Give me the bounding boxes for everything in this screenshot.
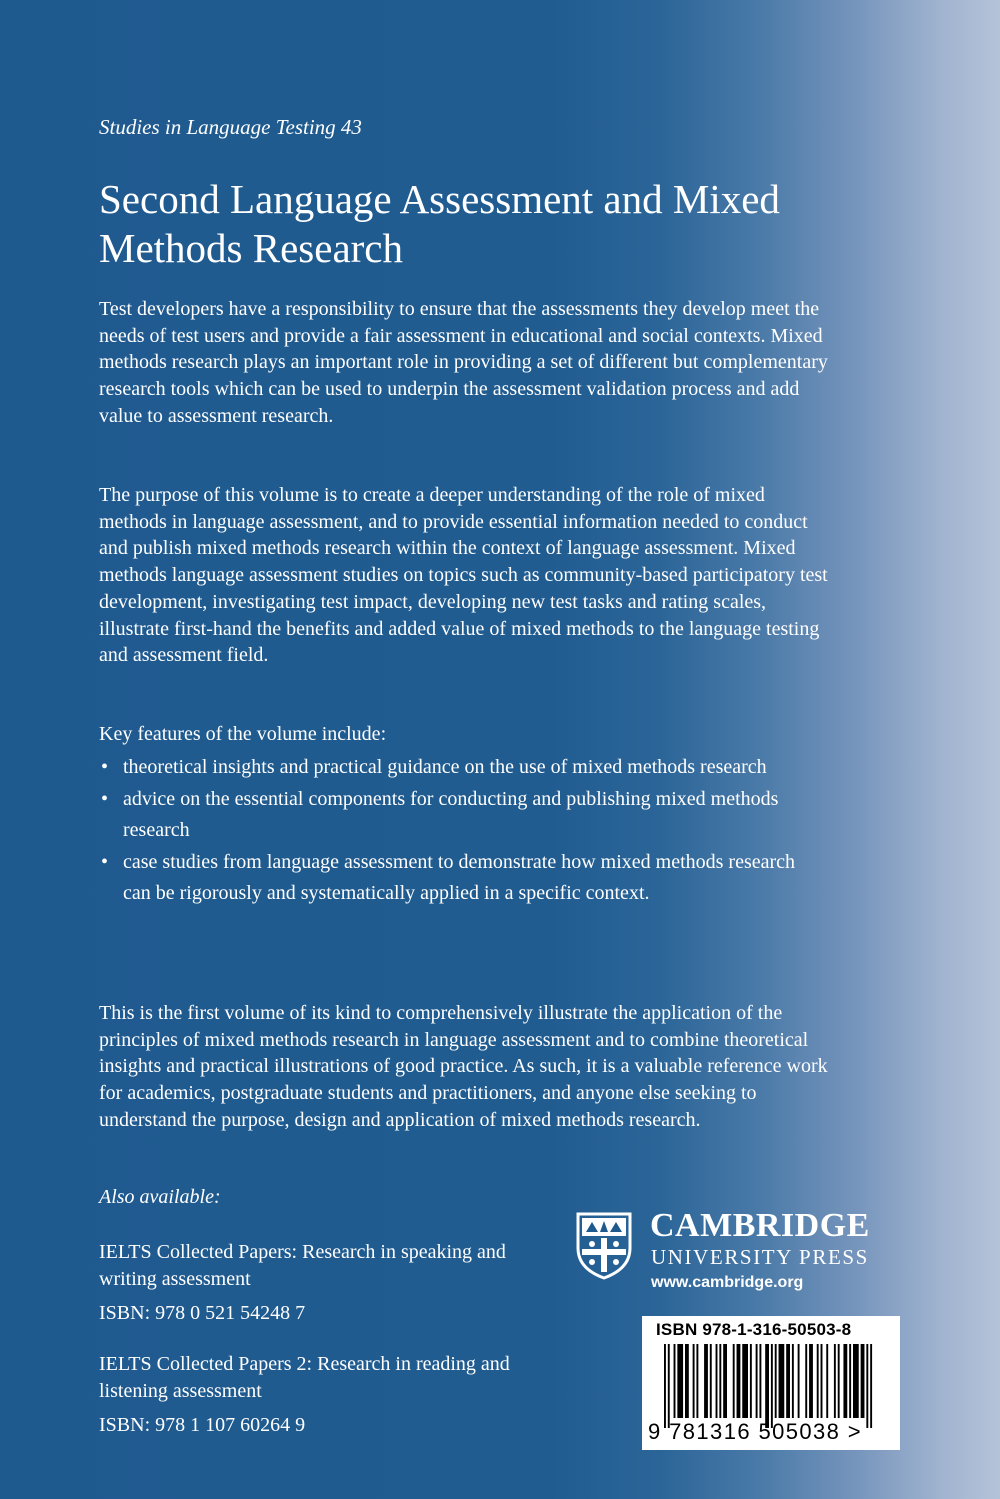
cambridge-crest-icon (574, 1210, 634, 1280)
barcode-bar (685, 1344, 689, 1418)
barcode-bar (809, 1344, 813, 1418)
feature-text: case studies from language assessment to demonstrate how mixed methods research can be rigorously and systematically applied in a specific context. (123, 851, 796, 904)
description-paragraph-2: The purpose of this volume is to create a deeper understanding of the role of mixed methods in language assessment, and to provide essential information needed to conduct and publish mixed methods research within the context of language assessment. Mixed methods language assessment studies on topics such as community-based participatory test development, investigating test impact, developing new test tasks and rating scales, illustrate first-hand the benefits and added value of mixed methods to the language testing and assessment field. (99, 484, 828, 667)
barcode-bar (759, 1344, 761, 1418)
related-title-isbn: ISBN: 978 1 107 60264 9 (99, 1414, 306, 1436)
publisher-url: www.cambridge.org (651, 1274, 804, 1291)
barcode-bar (696, 1344, 698, 1418)
related-title-name: IELTS Collected Papers 2: Research in reading and listening assessment (99, 1353, 510, 1402)
barcode-bar (870, 1344, 872, 1428)
barcode-bar (710, 1344, 712, 1418)
barcode-bars (664, 1344, 874, 1428)
publisher-press: UNIVERSITY PRESS (651, 1245, 869, 1269)
feature-item (99, 784, 799, 846)
bullet-icon: • (101, 851, 109, 873)
barcode-bar (798, 1344, 800, 1418)
barcode-bar (843, 1344, 847, 1418)
feature-text: advice on the essential components for conducting and publishing mixed methods research (123, 788, 779, 841)
barcode-bar (704, 1344, 708, 1418)
barcode-bar (792, 1344, 794, 1418)
barcode-bar (756, 1344, 758, 1418)
barcode (642, 1316, 900, 1450)
book-title: Second Language Assessment and Mixed Methods Research (99, 176, 780, 271)
barcode-bar (716, 1344, 718, 1418)
barcode-bar (733, 1344, 735, 1418)
also-available-heading: Also available: (99, 1186, 221, 1208)
barcode-bar (838, 1344, 840, 1418)
barcode-bar (834, 1344, 836, 1418)
feature-text: theoretical insights and practical guidance on the use of mixed methods research (123, 756, 767, 778)
barcode-bar (677, 1344, 683, 1418)
barcode-bar (771, 1344, 773, 1428)
barcode-bar (861, 1344, 865, 1418)
barcode-bar (723, 1344, 727, 1418)
barcode-bar (674, 1344, 676, 1418)
barcode-bar (668, 1344, 670, 1428)
publisher-logo (574, 1208, 914, 1298)
related-title-isbn: ISBN: 978 0 521 54248 7 (99, 1302, 306, 1324)
barcode-digits: 9 781316 505038 > (648, 1419, 863, 1444)
features-list (99, 752, 799, 910)
barcode-bar (805, 1344, 807, 1418)
feature-item (99, 847, 799, 909)
publisher-name: CAMBRIDGE (650, 1207, 870, 1244)
barcode-bar (750, 1344, 752, 1418)
barcode-bar (786, 1344, 790, 1418)
barcode-bar (664, 1344, 666, 1428)
barcode-bar (849, 1344, 851, 1418)
barcode-bar (817, 1344, 819, 1418)
barcode-bar (737, 1344, 741, 1418)
barcode-bar (779, 1344, 785, 1418)
barcode-bar (765, 1344, 769, 1428)
series-title: Studies in Language Testing 43 (99, 115, 362, 139)
related-title-name: IELTS Collected Papers: Research in speaking and writing assessment (99, 1241, 506, 1290)
feature-item (99, 752, 799, 783)
barcode-bar (853, 1344, 859, 1418)
features-intro: Key features of the volume include: (99, 723, 387, 745)
barcode-isbn: ISBN 978-1-316-50503-8 (656, 1320, 852, 1339)
barcode-bar (693, 1344, 695, 1418)
barcode-bar (866, 1344, 868, 1428)
description-paragraph-1: Test developers have a responsibility to ensure that the assessments they develop meet the needs of test users and provide a fair assessment in educational and social contexts. Mixed methods research plays an important role in providing a set of different but complementary research tools which can be used to underpin the assessment validation process and add value to assessment research. (99, 298, 828, 427)
barcode-bar (719, 1344, 721, 1418)
barcode-bar (742, 1344, 748, 1418)
related-title-2 (99, 1351, 549, 1439)
related-title-1 (99, 1239, 549, 1327)
bullet-icon: • (101, 788, 109, 810)
barcode-bar (821, 1344, 823, 1418)
barcode-bar (826, 1344, 828, 1418)
bullet-icon: • (101, 756, 109, 778)
barcode-bar (775, 1344, 777, 1418)
description-paragraph-3: This is the first volume of its kind to comprehensively illustrate the application of the principles of mixed methods research in language assessment and to combine theoretical insights and practical illustrations of good practice. As such, it is a valuable reference work for academics, postgraduate students and practitioners, and anyone else seeking to understand the purpose, design and application of mixed methods research. (99, 1002, 828, 1131)
